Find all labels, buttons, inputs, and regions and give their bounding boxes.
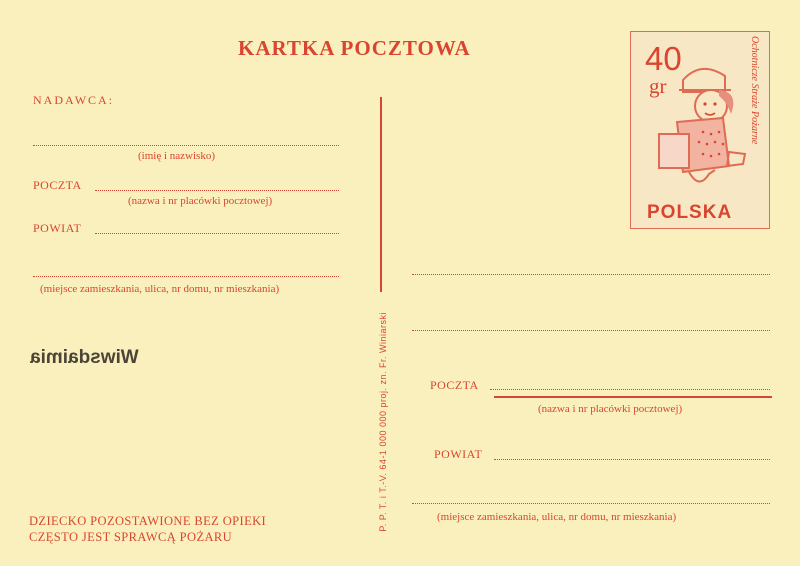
- sender-post-label: POCZTA: [33, 178, 82, 192]
- sender-district-line: [95, 233, 339, 234]
- sender-address-hint: (miejsce zamieszkania, ulica, nr domu, nr mieszkania): [40, 283, 280, 295]
- recipient-post-hint: (nazwa i nr placówki pocztowej): [538, 403, 683, 415]
- sender-name-line: [33, 145, 339, 146]
- sender-name-hint: (imię i nazwisko): [138, 150, 215, 162]
- center-divider: [380, 97, 382, 292]
- recipient-address-line: [412, 503, 770, 504]
- sender-post-line: [95, 190, 339, 191]
- recipient-line-2: [412, 330, 770, 331]
- stamp-side-text: Ochotnicze Straże Pożarne: [749, 36, 760, 145]
- stamp-country: POLSKA: [647, 202, 733, 223]
- postage-stamp: [630, 31, 770, 229]
- print-info: P. P. T. i T.-V. 64-1 000 000 proj. zn. Fr. Winiarski: [378, 312, 388, 532]
- sender-district-label: POWIAT: [33, 221, 82, 235]
- recipient-post-line: [490, 389, 770, 390]
- recipient-district-label: POWIAT: [434, 447, 483, 461]
- recipient-district-line: [494, 459, 770, 460]
- sender-post-hint: (nazwa i nr placówki pocztowej): [128, 195, 273, 207]
- warning-line-1: DZIECKO POZOSTAWIONE BEZ OPIEKI: [29, 514, 267, 528]
- recipient-post-label: POCZTA: [430, 378, 479, 392]
- firefighter-child-icon: [653, 62, 753, 200]
- warning-line-2: CZĘSTO JEST SPRAWCĄ POŻARU: [29, 530, 233, 544]
- recipient-line-1: [412, 274, 770, 275]
- stamp-value: 40: [645, 40, 682, 77]
- recipient-post-underline: [494, 396, 772, 398]
- ghost-ink-impression: Wiwsdaimia: [30, 347, 139, 368]
- sender-label: NADAWCA:: [33, 93, 115, 107]
- card-title: KARTKA POCZTOWA: [238, 36, 471, 60]
- sender-address-line: [33, 276, 339, 277]
- stamp-unit: gr: [649, 74, 667, 98]
- recipient-address-hint: (miejsce zamieszkania, ulica, nr domu, nr mieszkania): [437, 511, 677, 523]
